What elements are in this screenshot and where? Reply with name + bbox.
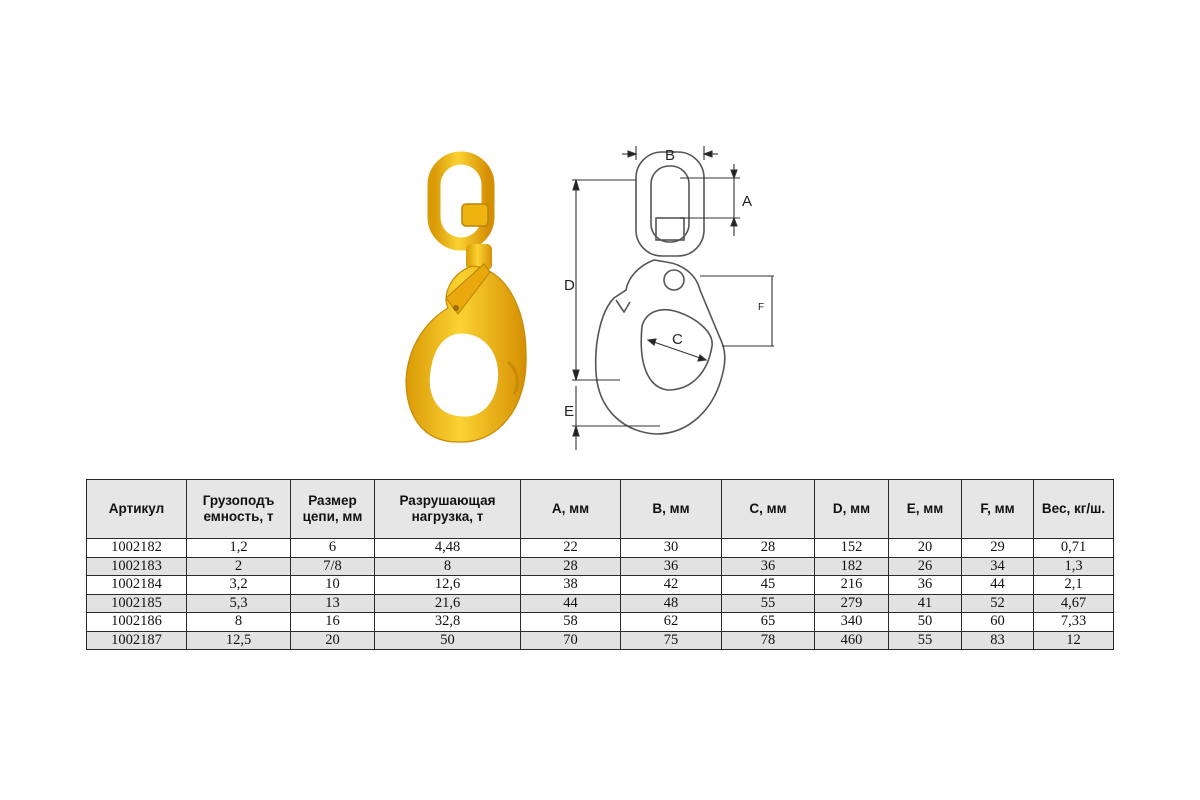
table-cell: 3,2: [187, 576, 291, 595]
table-cell: 22: [521, 539, 621, 558]
table-row: [87, 613, 1114, 632]
table-cell: 38: [521, 576, 621, 595]
table-cell: 36: [621, 557, 722, 576]
table-cell: 34: [962, 557, 1034, 576]
table-cell: 12,6: [375, 576, 521, 595]
table-cell: 1002187: [87, 631, 187, 650]
table-row: [87, 576, 1114, 595]
table-cell: 279: [815, 594, 889, 613]
table-cell: 60: [962, 613, 1034, 632]
table-cell: 28: [521, 557, 621, 576]
table-cell: 21,6: [375, 594, 521, 613]
table-cell: 83: [962, 631, 1034, 650]
table-cell: 460: [815, 631, 889, 650]
table-cell: 36: [889, 576, 962, 595]
table-cell: 30: [621, 539, 722, 558]
table-cell: 42: [621, 576, 722, 595]
table-cell: 48: [621, 594, 722, 613]
specification-table: [86, 479, 1114, 650]
table-cell: 20: [291, 631, 375, 650]
label-c: C: [672, 331, 683, 348]
table-cell: 29: [962, 539, 1034, 558]
table-cell: 75: [621, 631, 722, 650]
column-header: F, мм: [962, 480, 1034, 539]
table-cell: 6: [291, 539, 375, 558]
label-b: B: [664, 147, 676, 164]
table-cell: 4,48: [375, 539, 521, 558]
table-cell: 16: [291, 613, 375, 632]
table-cell: 1002184: [87, 576, 187, 595]
column-header: Грузоподъ емность, т: [187, 480, 291, 539]
table-row: [87, 594, 1114, 613]
table-cell: 7,33: [1034, 613, 1114, 632]
column-header: Артикул: [87, 480, 187, 539]
table-cell: 8: [187, 613, 291, 632]
column-header: E, мм: [889, 480, 962, 539]
table-cell: 65: [722, 613, 815, 632]
table-cell: 12: [1034, 631, 1114, 650]
column-header: Разрушающая нагрузка, т: [375, 480, 521, 539]
table-cell: 26: [889, 557, 962, 576]
table-body: [87, 539, 1114, 650]
table-cell: 20: [889, 539, 962, 558]
table-cell: 1002185: [87, 594, 187, 613]
table-cell: 152: [815, 539, 889, 558]
label-d: D: [564, 277, 575, 294]
column-header: A, мм: [521, 480, 621, 539]
table-cell: 10: [291, 576, 375, 595]
table-cell: 1002186: [87, 613, 187, 632]
column-header: D, мм: [815, 480, 889, 539]
table-cell: 340: [815, 613, 889, 632]
table-row: [87, 539, 1114, 558]
table-cell: 36: [722, 557, 815, 576]
column-header: B, мм: [621, 480, 722, 539]
table-cell: 32,8: [375, 613, 521, 632]
table-header-row: [87, 480, 1114, 539]
table-cell: 50: [889, 613, 962, 632]
label-e: E: [564, 403, 575, 420]
column-header: Вес, кг/ш.: [1034, 480, 1114, 539]
table-cell: 70: [521, 631, 621, 650]
table-cell: 1002183: [87, 557, 187, 576]
table-cell: 1002182: [87, 539, 187, 558]
table-cell: 12,5: [187, 631, 291, 650]
table-cell: 1,2: [187, 539, 291, 558]
table-cell: 2,1: [1034, 576, 1114, 595]
dimension-diagram: [550, 140, 790, 460]
table-cell: 44: [962, 576, 1034, 595]
table-cell: 45: [722, 576, 815, 595]
table-cell: 50: [375, 631, 521, 650]
table-row: [87, 631, 1114, 650]
column-header: C, мм: [722, 480, 815, 539]
table-cell: 0,71: [1034, 539, 1114, 558]
table-cell: 2: [187, 557, 291, 576]
table-row: [87, 557, 1114, 576]
label-a: A: [742, 193, 753, 210]
table-cell: 58: [521, 613, 621, 632]
table-cell: 44: [521, 594, 621, 613]
table-cell: 7/8: [291, 557, 375, 576]
table-cell: 13: [291, 594, 375, 613]
table-cell: 52: [962, 594, 1034, 613]
column-header: Размер цепи, мм: [291, 480, 375, 539]
table-cell: 55: [722, 594, 815, 613]
table-cell: 1,3: [1034, 557, 1114, 576]
table-cell: 28: [722, 539, 815, 558]
table-cell: 41: [889, 594, 962, 613]
table-cell: 55: [889, 631, 962, 650]
table-cell: 78: [722, 631, 815, 650]
table-cell: 8: [375, 557, 521, 576]
table-cell: 5,3: [187, 594, 291, 613]
hook-photo: [386, 148, 536, 466]
table-cell: 182: [815, 557, 889, 576]
table-cell: 62: [621, 613, 722, 632]
table-cell: 216: [815, 576, 889, 595]
table-cell: 4,67: [1034, 594, 1114, 613]
label-f: F: [758, 302, 765, 313]
